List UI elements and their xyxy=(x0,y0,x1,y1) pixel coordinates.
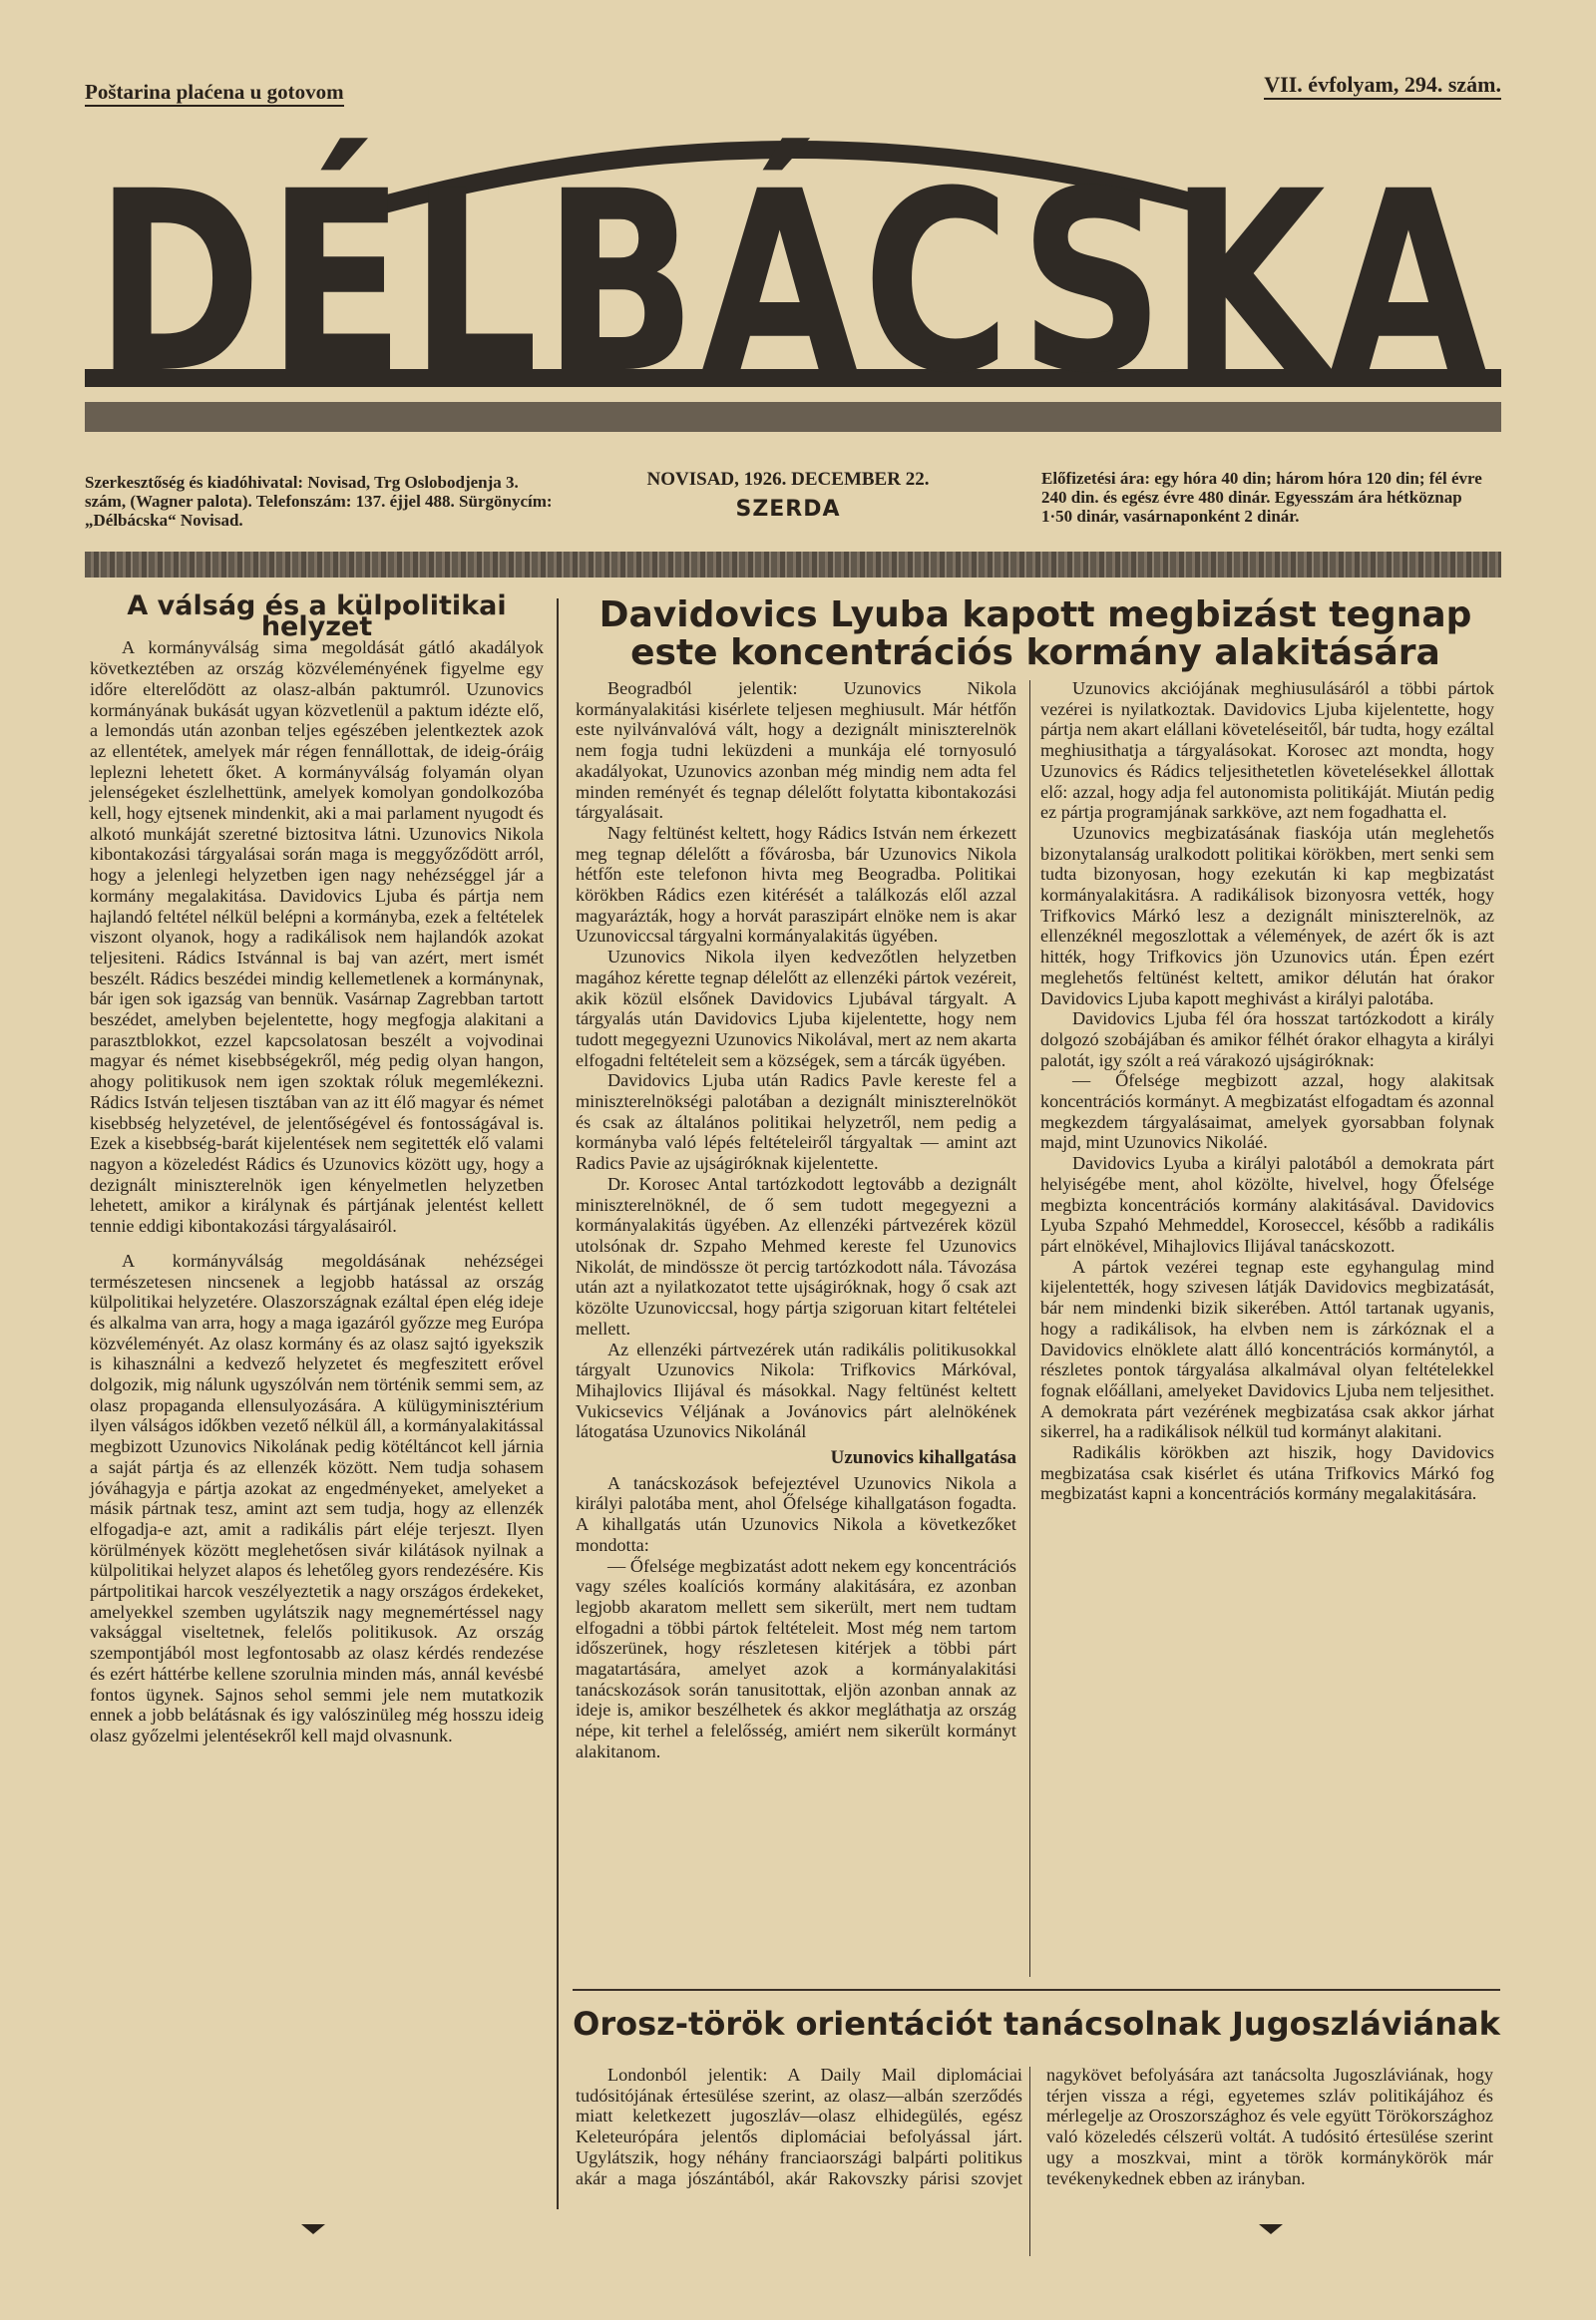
paragraph: Davidovics Ljuba után Radics Pavle kereste fel a miniszterelnökségi palotában a dezignált miniszterelnököt és csak az általános politikai helyzetről, nem pedig a kormányba való lépés feltételeiről tárgyaltak — amint azt Radics Pavie az ujságiróknak kijelentette. xyxy=(576,1070,1016,1174)
column-rule xyxy=(1029,680,1030,1977)
continue-arrow-icon xyxy=(1259,2224,1283,2234)
paragraph: — Őfelsége megbizatást adott nekem egy koncentrációs vagy széles koalíciós kormány alakitására, ez azonban legjobb akaratom mellett sem sikerült, mert nem tudtam elfogadni a többi pártok feltételeit. Most még nem tartom időszerünek, hogy részletesen kitérjek a többi párt magatartására, amelyet azok a kormányalakitási tanácskozások során tanusitottak, eljön azonban annak az ideje is, amikor beszélhetek és akkor megláthatja az ország népe, kit terhel a felelősség, amiért nem sikerült kormányt alakitanom. xyxy=(576,1555,1016,1761)
postage-note: Poštarina plaćena u gotovom xyxy=(85,80,344,107)
masthead-logo xyxy=(85,115,1501,449)
paragraph: A kormányválság sima megoldását gátló akadályok következtében az ország közvéleményének figyelme egy időre elterelődött az olasz-albán paktumról. Uzunovics kormányának bukását ugyan közvetlenül a paktum idézte elő, a lemondás után azonban teljes egészében jelentkeztek azok az ellentétek, amelyek már régen fennállottak, de ideig-óráig leplezni lehetett őket. A kormányválság folyamán olyan jelenségeket észlelhettünk, amelyek komolyan gondolkozóba kell, hogy ejtsenek mindenkit, aki a mai parlament nyugodt és alkotó munkáját szeretné biztositva látni. Uzunovics Nikola kibontakozási tárgyalásai során maga is meggyőződött arról, hogy a jelenlegi helyzetben igen nagy nehézséggel jár a kormány megalakitása. Davidovics Ljuba és pártja nem hajlandó feltétel nélkül belépni a kormányba, ezek a feltételek viszont olyanok, hogy a radikálisok nem hajlandók azokat teljesiteni. Rádics Istvánnal is baj van azért, mert ismét beszélt. Rádics beszédei mindig kellemetlenek a kormánynak, bár igen sok igazság van bennük. Vasárnap Zagrebban tartott beszédet, amelyben bejelentette, hogy megfogja alakitani a parasztblokkot, ezzel kapcsolatosan beszélt a vojvodinai magyar és német kisebbségekről, még pedig olyan hangon, ahogy politikusok nem igen szoktak róluk megemlékezni. Rádics István teljesen tisztában van az itt élő magyar és német kisebbség helyzetével, de jelentőségével és fontosságával is. Ezek a kisebbség-barát kijelentések nem segitették elő valami nagyon a közeledést Rádics és Uzunovics között ugy, hogy a dezignált miniszterelnök igen kényelmetlen helyzetben lehetett, amikor a királynak és pártjának jelentést kellett tennie eddigi kibontakozási tárgyalásairól. xyxy=(90,637,544,1237)
paragraph: Az ellenzéki pártvezérek után radikális politikusokkal tárgyalt Uzunovics Nikola: Trifkovics Márkóval, Mihajlovics Ilijával és másokkal. Nagy feltünést keltett Vukicsevics Véljának a Jovánovics párt alelnökének látogatása Uzunovics Nikolánál xyxy=(576,1339,1016,1442)
article-davidovics-col1 xyxy=(576,678,1016,1762)
paragraph: A tanácskozások befejeztével Uzunovics Nikola a királyi palotába ment, ahol Őfelsége kihallgatáson fogadta. A kihallgatás után Uzunovics Nikola a következőket mondotta: xyxy=(576,1472,1016,1555)
paragraph: Radikális körökben azt hiszik, hogy Davidovics megbizatása csak kisérlet és utána Trifkovics Márkó fog megbizatást kapni a koncentrációs kormány megalakitására. xyxy=(1040,1442,1494,1504)
paragraph: A pártok vezérei tegnap este egyhangulag mind kijelentették, hogy szivesen látják Davidovics megbizatását, bár nem mindenki bizik sikerében. Attól tartanak ugyanis, hogy a radikálisok, ha elvben nem is zárkóznak el a Davidovics elnöklete alatt álló koncentrációs kormánytól, a részletes pontok tárgyalása alkalmával olyan feltételekkel fognak előállani, amelyeket Davidovics Ljuba nem teljesithet. A demokrata párt vezérének megbizatása csak akkor járhat sikerrel, ha a radikálisok nélkül tud kormányt alakitani. xyxy=(1040,1256,1494,1442)
article-headline: A válság és a külpolitikai helyzet xyxy=(127,590,507,642)
continue-arrow-icon xyxy=(301,2224,325,2234)
paragraph: Londonból jelentik: A Daily Mail diplomáciai tudósitójának értesülése szerint, az olasz—albán szerződés miatt keletkezett jugoszláv—olasz elhidegülés, egész Keleteurópára jelentős diplomáciai befolyással járt. Ugylátszik, hogy néhány franciaországi balpárti politikus akár a maga jószántából, akár Rakovszky párisi szovjet nagykövet befolyására azt tanácsolta Jugoszláviának, hogy térjen vissza a régi, egyetemes szláv politikájához és mérlegelje az Oroszországhoz és vele együtt Törökországhoz való közeledés célszerü voltát. A tudósitó értesülése szerint ugy a moszkvai, mint a török kormánykörök már tevékenykednek ebben az irányban. xyxy=(576,2065,1493,2188)
paragraph: Uzunovics akciójának meghiusulásáról a többi pártok vezérei is nyilatkoztak. Davidovics Ljuba kijelentette, hogy pártja nem akart elállani követeléseitől, bár tudta, hogy ezáltal meghiusithatja a tárgyalásokat. Korosec azt mondta, hogy Uzunovics és Rádics teljesithetetlen követelésekkel állottak elő: azzal, hogy adja fel autonomista politikáját. Miután pedig ez pártja programjának sarkköve, azt nem fogadhatta el. xyxy=(1040,678,1494,823)
paragraph: Davidovics Lyuba a királyi palotából a demokrata párt helyiségébe ment, ahol közölte, hivelvel, hogy Őfelsége megbizta koncentrációs kormány alakitásával. Davidovics Lyuba Szpahó Mehmeddel, Koroseccel, később a radikális párt elnökével, Mihajlovics Ilijával tanácskozott. xyxy=(1040,1153,1494,1256)
paragraph: Davidovics Ljuba fél óra hosszat tartózkodott a király dolgozó szobájában és amikor félhét órakor elhagyta a királyi palotát, igy szólt a reá várakozó ujságiróknak: xyxy=(1040,1008,1494,1070)
column-rule xyxy=(557,598,559,2209)
editorial-info: Szerkesztőség és kiadóhivatal: Novisad, Trg Oslobodjenja 3. szám, (Wagner palota). Telefonszám: 137. éjjel 488. Sürgönycím: „Délbácska“ Novisad. xyxy=(85,473,553,530)
paragraph: Dr. Korosec Antal tartózkodott legtovább a dezignált miniszterelnöknél, de ő sem tudott megegyezni a kormányalakitás ügyében. Az ellenzéki pártvezérek közül utolsónak dr. Szpaho Mehmed kereste fel Uzunovics Nikolát, de mindössze öt percig tartózkodott nála. Távozása után azt a nyilatkozatot tette ujságiróknak, hogy ő csak azt közölte Uzunoviccsal, hogy pártja szigoruan kitart feltételei mellett. xyxy=(576,1173,1016,1339)
dateline xyxy=(638,469,938,522)
paragraph: Uzunovics megbizatásának fiaskója után meglehetős bizonytalanság uralkodott politikai körökben, mert senki sem tudta bizonyosan, hogy ezekután ki kap megbizatást kormányalakitásra. A radikálisok bizonyosra vették, hogy Trifkovics Márkó lesz a dezignált miniszterelnök, az ellenzéknél megoszlottak a vélemények, de azért ők is azt hitték, hogy Trifkovics jön Uzunovics után. Épen ezért meglehetős feltünést keltett, amikor délután hat órakor Davidovics Ljuba kapott meghivást a királyi palotába. xyxy=(1040,822,1494,1008)
masthead-title: DÉLBÁCSKA xyxy=(95,138,1491,428)
article-davidovics-col2 xyxy=(1040,678,1494,1504)
subscription-info: Előfizetési ára: egy hóra 40 din; három hóra 120 din; fél évre 240 din. és egész évre 480 dinár. Egyesszám ára hétköznap 1·50 dinár, vasárnaponként 2 dinár. xyxy=(1041,469,1482,526)
main-headline: Davidovics Lyuba kapott megbizást tegnap este koncentrációs kormány alakitására xyxy=(598,594,1472,673)
header-divider-band xyxy=(85,552,1501,578)
subheadline: Uzunovics kihallgatása xyxy=(830,1447,1016,1469)
masthead xyxy=(85,115,1501,449)
article-orosz-torok xyxy=(576,2065,1493,2188)
volume-number: VII. évfolyam, 294. szám. xyxy=(1264,72,1501,100)
weekday: SZERDA xyxy=(735,497,841,522)
place-date: NOVISAD, 1926. DECEMBER 22. xyxy=(646,469,930,490)
article-headline: Orosz-török orientációt tanácsolnak Jugoszláviának xyxy=(573,2005,1500,2043)
paragraph: Nagy feltünést keltett, hogy Rádics István nem érkezett meg tegnap délelőtt a fővárosba, bár Uzunovics Nikola hétfőn este telefonon hivta meg Beogradba. Politikai körökben Rádics ezen kitérését a találkozás elől azzal magyarázták, hogy a horvát paraszipárt elnöke nem is akar Uzunoviccsal tárgyalni kormányalakitás ügyében. xyxy=(576,822,1016,947)
paragraph: — Őfelsége megbizott azzal, hogy alakitsak koncentrációs kormányt. A megbizatást elfogadtam és azonnal megkezdem tárgyalásaimat, amelyek gyorsabban folynak majd, mint Uzunovics Nikoláé. xyxy=(1040,1070,1494,1153)
article-valsag xyxy=(90,590,544,1746)
section-rule xyxy=(573,1989,1500,1991)
paragraph: Beogradból jelentik: Uzunovics Nikola kormányalakitási kisérlete teljesen meghiusult. Már hétfőn este nyilvánvalóvá vált, hogy a dezignált miniszterelnök nem fogja tudni leküzdeni a munkája elé tornyosuló akadályokat, Uzunovics azonban még mindig nem adta fel minden reményét és tegnap délelőtt folytatta kibontakozási tárgyalásait. xyxy=(576,678,1016,823)
paragraph: Uzunovics Nikola ilyen kedvezőtlen helyzetben magához kérette tegnap délelőtt az ellenzéki pártok vezéreit, akik közül elsőnek Davidovics Ljubával tárgyalt. A tárgyalás után Davidovics Ljuba kijelentette, hogy nem tudott megegyezni Uzunovics Nikolával, mert az nem akarta elfogadni feltételeit sem a községek, sem a tárcák ügyében. xyxy=(576,947,1016,1070)
paragraph: A kormányválság megoldásának nehézségei természetesen nincsenek a legjobb hatással az ország külpolitikai helyzetére. Olaszországnak ezáltal épen elég ideje és alkalma van arra, hogy a maga igazáról győzze meg Európa közvéleményét. Az olasz kormány és az olasz sajtó igyekszik is kihasználni a kedvező helyzetet és megfeszitett erővel dolgozik, mig nálunk ugyszólván nem történik semmi sem, az olasz propaganda ellensulyozására. A külügyminisztérium ilyen válságos időkben vezető nélkül áll, a kormányalakitással megbizott Uzunovics Nikolának pedig kötéltáncot kell járnia a saját pártja és az ellenzék között. Nem tudja sohasem jóváhagyja e pártja azokat az engedményeket, amelyeket a másik pártnak tesz, amint azt sem tudja, hogy az ellenzék elfogadja-e azt, amit a radikális párt eléje terjeszt. Ilyen körülmények között meglehetősen sivár kilátások nyilnak a külpolitikai helyzet alapos és lehetőleg gyors rendezésére. Kis pártpolitikai harcok veszélyeztetik a nagy országos érdekeket, amelyekkel szemben ugylátszik nagy megnemértéssel nagy vaksággal viseltetnek, felelős politikusok. Az ország szempontjából most legfontosabb az olasz kérdés rendezése és ezért háttérbe kellene szorulnia minden más, annál kevésbé fontos ügynek. Sajnos sehol semmi jele nem mutatkozik ennek a jobb belátásnak és igy valószinüleg még hosszu ideig olasz győzelmi jelentésekről kell majd olvasnunk. xyxy=(90,1250,544,1745)
